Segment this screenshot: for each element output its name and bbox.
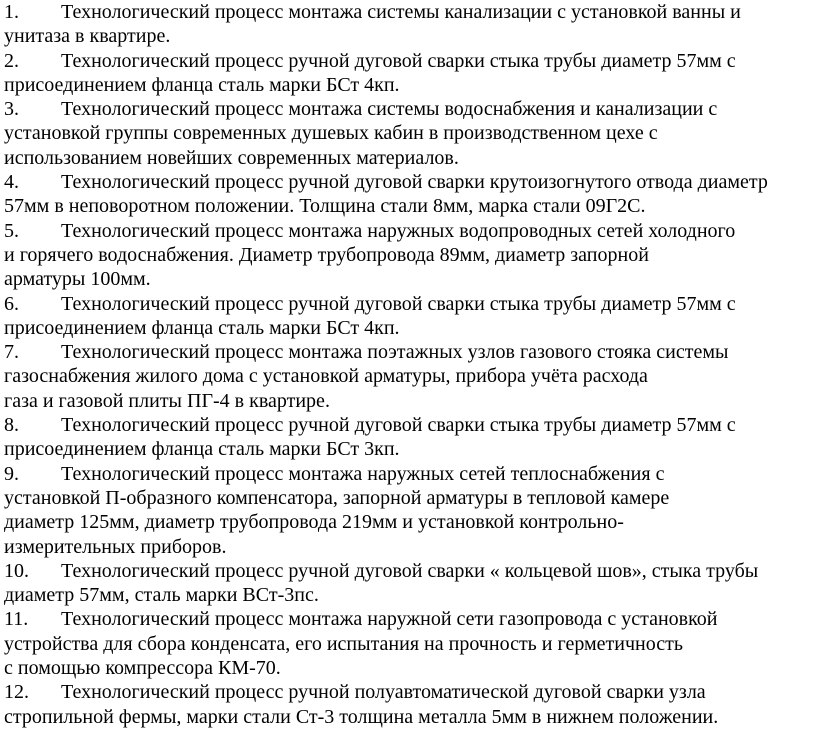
list-item-text: Технологический процесс ручной дуговой сварки « кольцевой шов», стыка трубы (61, 559, 759, 582)
list-item-continuation-line: и горячего водоснабжения. Диаметр трубопровода 89мм, диаметр запорной (4, 243, 649, 266)
list-item-number: 11. (4, 608, 29, 631)
list-item (4, 97, 812, 170)
list-item-text: Технологический процесс монтажа поэтажных узлов газового стояка системы (61, 341, 729, 364)
list-item-continuation-line: с помощью компрессора КМ-70. (4, 657, 281, 680)
list-item-first-line (4, 413, 812, 437)
list-item (4, 607, 812, 680)
list-item-continuation-line: установкой П-образного компенсатора, запорной арматуры в тепловой камере (4, 486, 670, 509)
list-item-continuation-line: 57мм в неповоротном положении. Толщина стали 8мм, марка стали 09Г2С. (4, 195, 646, 218)
list-item-text: Технологический процесс монтажа наружных водопроводных сетей холодного (61, 219, 736, 242)
list-item-number: 5. (4, 219, 19, 242)
list-item-text: Технологический процесс монтажа наружной сети газопровода с установкой (61, 608, 718, 631)
list-item-number: 3. (4, 98, 19, 121)
list-item-number: 10. (4, 559, 29, 582)
list-item-continuation-line: устройства для сбора конденсата, его испытания на прочность и герметичность (4, 632, 683, 655)
list-item-continuation-line: присоединением фланца сталь марки БСт 3кп. (4, 438, 400, 461)
list-item-number: 8. (4, 414, 19, 437)
list-item (4, 413, 812, 462)
list-item-first-line (4, 607, 812, 631)
list-item-first-line (4, 559, 812, 583)
list-item-first-line (4, 292, 812, 316)
list-item-text: Технологический процесс монтажа системы канализации с установкой ванны и (61, 1, 741, 23)
list-item (4, 170, 812, 219)
list-item-first-line (4, 170, 812, 194)
list-item (4, 680, 812, 729)
list-item (4, 49, 812, 98)
list-item-continuation-line: диаметр 57мм, сталь марки ВСт-3пс. (4, 584, 319, 607)
list-item-continuation-line: присоединением фланца сталь марки БСт 4кп. (4, 316, 400, 339)
list-item-continuation-line: диаметр 125мм, диаметр трубопровода 219мм и установкой контрольно- (4, 511, 624, 534)
list-item (4, 462, 812, 559)
list-item-text: Технологический процесс ручной дуговой сварки стыка трубы диаметр 57мм с (61, 292, 736, 315)
list-item-text: Технологический процесс ручной дуговой сварки стыка трубы диаметр 57мм с (61, 49, 736, 72)
list-item-number: 12. (4, 681, 29, 704)
list-item-first-line (4, 0, 812, 24)
list-item-continuation-line: измерительных приборов. (4, 535, 227, 558)
list-item-number: 6. (4, 292, 19, 315)
list-item-number: 4. (4, 171, 19, 194)
list-item (4, 292, 812, 341)
list-item-continuation-line: присоединением фланца сталь марки БСт 4кп. (4, 73, 400, 96)
list-item-continuation-line: газоснабжения жилого дома с установкой арматуры, прибора учёта расхода (4, 365, 648, 388)
list-item-text: Технологический процесс монтажа системы водоснабжения и канализации с (61, 98, 718, 121)
list-item-number: 9. (4, 462, 19, 485)
list-item-number: 1. (4, 1, 19, 23)
list-item-continuation-line: газа и газовой плиты ПГ-4 в квартире. (4, 389, 330, 412)
list-item-continuation-line: использованием новейших современных материалов. (4, 146, 459, 169)
list-item-continuation-line: стропильной фермы, марки стали Ст-3 толщина металла 5мм в нижнем положении. (4, 705, 719, 728)
list-item-number: 7. (4, 341, 19, 364)
list-item-text: Технологический процесс ручной дуговой сварки стыка трубы диаметр 57мм с (61, 414, 736, 437)
list-item-first-line (4, 340, 812, 364)
list-item (4, 340, 812, 413)
list-item-text: Технологический процесс ручной полуавтоматической дуговой сварки узла (61, 681, 706, 704)
list-item-continuation-line: унитаза в квартире. (4, 25, 171, 48)
list-item (4, 219, 812, 292)
list-item-text: Технологический процесс ручной дуговой сварки крутоизогнутого отвода диаметр (61, 171, 768, 194)
list-item (4, 559, 812, 608)
list-item-text: Технологический процесс монтажа наружных сетей теплоснабжения с (61, 462, 665, 485)
list-item-first-line (4, 462, 812, 486)
list-item-continuation-line: арматуры 100мм. (4, 268, 151, 291)
list-item-first-line (4, 680, 812, 704)
list-item-continuation-line: установкой группы современных душевых кабин в производственном цехе с (4, 122, 658, 145)
list-item-first-line (4, 97, 812, 121)
list-item-first-line (4, 49, 812, 73)
list-item-number: 2. (4, 49, 19, 72)
list-item-first-line (4, 219, 812, 243)
list-item (4, 0, 812, 49)
